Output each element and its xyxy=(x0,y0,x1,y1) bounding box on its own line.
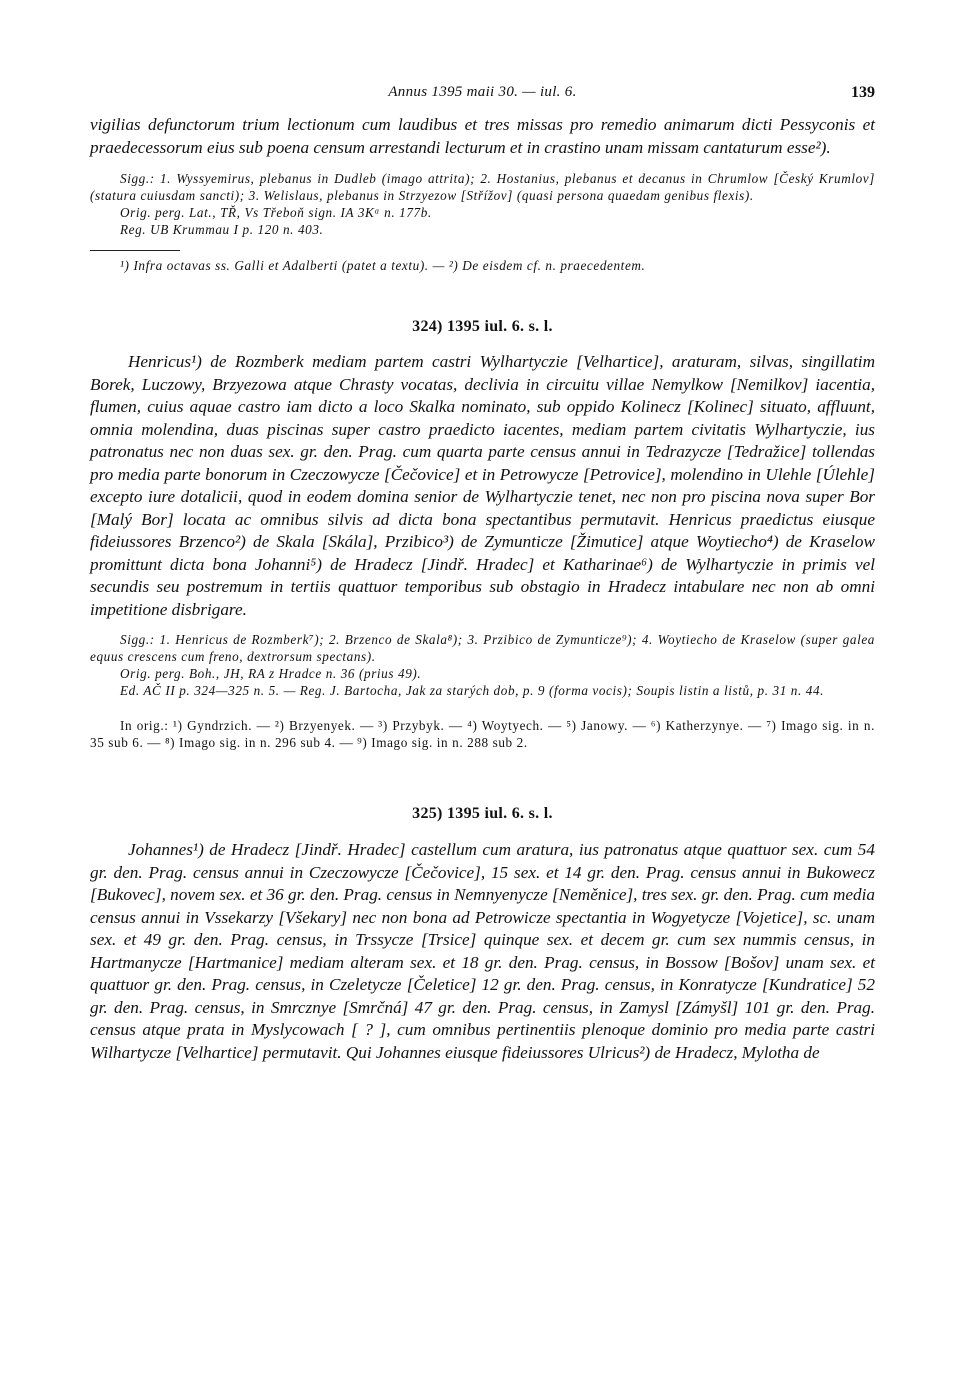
footnote-rule xyxy=(90,250,180,251)
page-number: 139 xyxy=(851,84,875,101)
page-header xyxy=(90,84,875,108)
entry-324-ed: Ed. AČ II p. 324—325 n. 5. — Reg. J. Bartocha, Jak za starých dob, p. 9 (forma vocis); Soupis listin a listů, p. 31 n. 44. xyxy=(120,683,825,698)
intro-sigg: Sigg.: 1. Wyssyemirus, plebanus in Dudleb (imago attrita); 2. Hostanius, plebanus et decanus in Chrumlow [Český Krumlov] (statura cuiusdam sancti); 3. Welislaus, plebanus in Strzyezow [Střížov] (quasi persona quaedam genibus flexis). xyxy=(90,171,875,203)
entry-325-heading: 325) 1395 iul. 6. s. l. xyxy=(412,805,553,822)
intro-reg: Reg. UB Krummau I p. 120 n. 403. xyxy=(120,222,324,237)
running-head: Annus 1395 maii 30. — iul. 6. xyxy=(388,84,577,100)
document-page xyxy=(90,84,875,1064)
entry-324-text: Henricus¹) de Rozmberk mediam partem castri Wylhartyczie [Velhartice], araturam, silvas, singillatim Borek, Luczowy, Brzyezowa atque Chrasty vocatas, declivia in circuitu villae Nemylkow [Nemilkov] iacentia, flumen, cuius aquae castro iam dicto a loco Skalka nominato, sub oppido Kolinecz [Kolinec] situato, affluunt, omnia molendina, duas piscinas super castro praedicto iacentes, mediam partem civitatis Wylhartyczie, ius patronatus nec non duas sex. gr. den. Prag. cum quarta parte census annui in Tedrazycze [Tedražice] tollendas pro media parte bonorum in Czeczowycze [Čečovice] et in Petrowycze [Petrovice], molendino in Ulehle [Úlehle] excepto iure dotalicii, quod in eodem domina senior de Wylhartyczie tenet, nec non pro piscina nova super Bor [Malý Bor] locata ac omnibus silvis ad dicta bona spectantibus permutavit. Henricus praedictus eiusque fideiussores Brzenco²) de Skala [Skála], Przibico³) de Zymunticze [Žimutice] atque Woytiecho⁴) de Kraselow promittunt dicta bona Johanni⁵) de Hradecz [Jindř. Hradec] et Katharinae⁶) de Wylhartyczie in primis vel secundis seu postremum in tertiis quattuor temporibus sub obstagio in Hradecz intabulare nec non ab omni impetitione disbrigare. xyxy=(90,352,875,619)
entry-324-orig: Orig. perg. Boh., JH, RA z Hradce n. 36 (prius 49). xyxy=(120,666,422,681)
entry-324-footnotes: In orig.: ¹) Gyndrzich. — ²) Brzyenyek. — ³) Przybyk. — ⁴) Woytyech. — ⁵) Janowy. — ⁶) Katherzynye. — ⁷) Imago sig. in n. 35 sub 6. — ⁸) Imago sig. in n. 296 sub 4. — ⁹) Imago sig. in n. 288 sub 2. xyxy=(90,718,875,750)
intro-orig: Orig. perg. Lat., TŘ, Vs Třeboň sign. IA 3Kᵅ n. 177b. xyxy=(120,205,432,220)
intro-footnotes: ¹) Infra octavas ss. Galli et Adalberti (patet a textu). — ²) De eisdem cf. n. praecedentem. xyxy=(120,258,646,273)
entry-324-heading: 324) 1395 iul. 6. s. l. xyxy=(412,318,553,335)
entry-324-sigg: Sigg.: 1. Henricus de Rozmberk⁷); 2. Brzenco de Skala⁸); 3. Przibico de Zymunticze⁹); 4. Woytiecho de Kraselow (super galea equus crescens cum freno, dextrorsum spectans). xyxy=(90,632,875,664)
entry-325-text: Johannes¹) de Hradecz [Jindř. Hradec] castellum cum aratura, ius patronatus atque quattuor sex. cum 54 gr. den. Prag. census annui in Czeczowycze [Čečovice], 15 sex. et 14 gr. den. Prag. census annui in Bukowecz [Bukovec], novem sex. et 36 gr. den. Prag. census in Nemnyenycze [Neměnice], tres sex. gr. den. Prag. cum media census annui in Vssekarzy [Všekary] nec non bona ad Petrowicze spectantia in Wogyetycze [Vojetice], sc. unam sex. et 49 gr. den. Prag. census, in Trssycze [Trsice] quinque sex. et decem gr. cum sex nummis census, in Hartmanycze [Hartmanice] mediam alteram sex. et 18 gr. den. Prag. census, in Bossow [Bošov] unam sex. et quattuor gr. den. Prag. census, in Czeletycze [Čeletice] 12 gr. den. Prag. census, in Konratycze [Kundratice] 52 gr. den. Prag. census, in Smrcznye [Smrčná] 47 gr. den. Prag. census, in Zamysl [Zámyšl] 101 gr. den. Prag. census atque prata in Myslycowach [ ? ], cum omnibus pertinentiis plenoque dominio pro media parte castri Wilhartycze [Velhartice] permutavit. Qui Johannes eiusque fideiussores Ulricus²) de Hradecz, Mylotha de xyxy=(90,840,875,1062)
intro-text: vigilias defunctorum trium lectionum cum laudibus et tres missas pro remedio animarum dicti Pessyconis et praedecessorum eius sub poena censum arrestandi lecturum et in crastino unam missam cantaturum esse²). xyxy=(90,115,875,157)
